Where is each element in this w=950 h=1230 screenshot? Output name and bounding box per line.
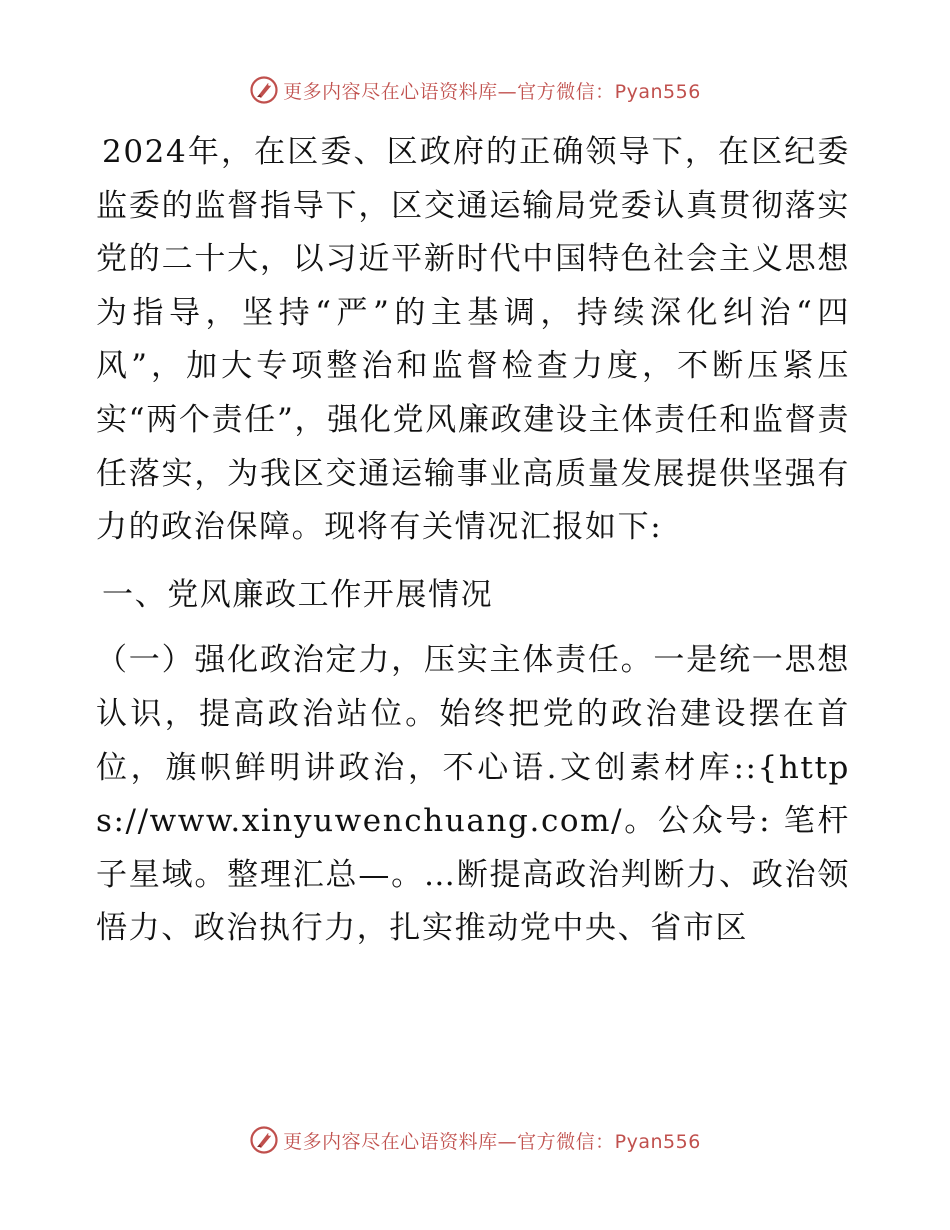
intro-paragraph: 2024年，在区委、区政府的正确领导下，在区纪委监委的监督指导下，区交通运输局党委认真贯彻落实党的二十大，以习近平新时代中国特色社会主义思想为指导，坚持“严”的主基调，持续深化纠治“四风”，加大专项整治和监督检查力度，不断压紧压实“两个责任”，强化党风廉政建设主体责任和监督责任落实，为我区交通运输事业高质量发展提供坚强有力的政治保障。现将有关情况汇报如下: bbox=[96, 134, 850, 546]
watermark-header bbox=[0, 72, 950, 108]
section-heading: 一、党风廉政工作开展情况 bbox=[102, 576, 494, 613]
pen-nib-seal-icon bbox=[249, 1125, 279, 1155]
document-body bbox=[96, 126, 850, 956]
pen-nib-seal-icon bbox=[249, 75, 279, 105]
watermark-text: 更多内容尽在心语资料库—官方微信：Pyan556 bbox=[283, 1130, 701, 1153]
watermark-text: 更多内容尽在心语资料库—官方微信：Pyan556 bbox=[283, 80, 701, 103]
watermark-footer bbox=[0, 1122, 950, 1158]
body-paragraph: （一）强化政治定力，压实主体责任。一是统一思想认识，提高政治站位。始终把党的政治建设摆在首位，旗帜鲜明讲政治，不心语.文创素材库::{https://www.xinyuwenchuang.com/。公众号: 笔杆子星域。整理汇总—。…断提高政治判断力、政治领悟力、政治执行力，扎实推动党中央、省市区 bbox=[96, 642, 850, 947]
